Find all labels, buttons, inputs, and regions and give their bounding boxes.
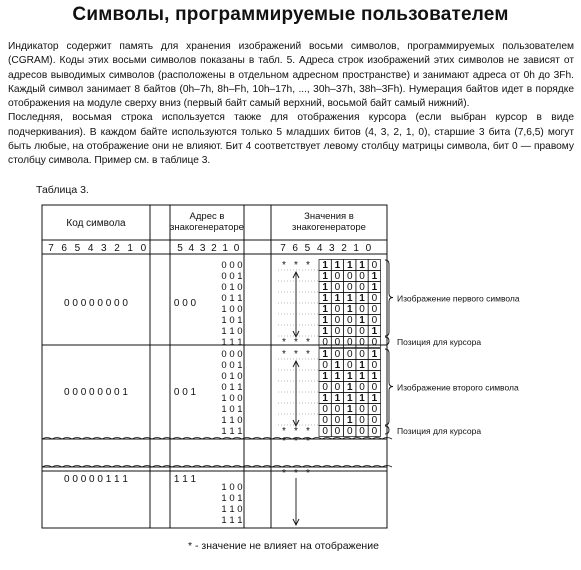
row-address: 0 0 1 xyxy=(221,360,243,371)
bit-value: 0 xyxy=(359,326,365,337)
addr-bit-label: 4 xyxy=(188,243,195,254)
bit-value: 1 xyxy=(346,371,353,382)
bit-value: 1 xyxy=(334,293,341,304)
bit-value: 1 xyxy=(322,271,328,282)
value-bit-label: 2 xyxy=(341,243,347,254)
bit-value: 1 xyxy=(371,349,378,360)
bit-value: 0 xyxy=(371,315,378,326)
row-address: 1 1 0 xyxy=(221,326,243,337)
bit-value: 0 xyxy=(371,360,378,371)
bit-value: 1 xyxy=(359,371,365,382)
bit-value: 0 xyxy=(334,426,341,437)
header-values-label: Значения в xyxy=(304,211,354,222)
row-address: 1 1 0 xyxy=(221,415,243,426)
bit-value: 0 xyxy=(346,426,353,437)
bit-value: 0 xyxy=(346,337,353,348)
star-marker: * xyxy=(294,260,298,271)
annotation-cursor: Позиция для курсора xyxy=(397,426,482,436)
bit-value: 1 xyxy=(346,404,353,415)
bit-value: 0 xyxy=(371,382,378,393)
bit-value: 0 xyxy=(346,349,353,360)
code-bit-label: 7 xyxy=(48,243,54,254)
header-address-label: знакогенераторе xyxy=(170,222,244,233)
address-high-bits: 0 0 0 xyxy=(173,298,197,309)
paragraph: Индикатор содержит память для хранения изображений восьми символов, программируемых пользователем (CGRAM). Коды этих восьми символов показаны в табл. 5. Адреса строк изображений этих символов не зависят от адресов выводимых символов (расположены в отдельном адресном пространстве) и занимают адреса от 0h до 3Fh. Каждый символ занимает 8 байтов (0h–7h, 8h–Fh, 10h–17h, ..., 30h–37h, 38h–3Fh). Нумерация байтов идет в порядке отображения на модуле сверху вниз (первый байт самый верхний, восьмой байт самый нижний). xyxy=(8,41,574,110)
row-address: 1 1 0 xyxy=(221,504,243,515)
bit-value: 1 xyxy=(334,260,341,271)
star-marker: * xyxy=(282,349,286,360)
bit-value: 0 xyxy=(359,304,365,315)
bit-value: 1 xyxy=(334,371,341,382)
row-address: 0 0 0 xyxy=(221,349,243,360)
star-marker: * xyxy=(306,337,310,348)
row-address: 1 0 0 xyxy=(221,482,243,493)
bit-value: 1 xyxy=(322,315,328,326)
star-marker: * xyxy=(306,349,310,360)
bit-value: 0 xyxy=(359,404,365,415)
bit-value: 1 xyxy=(371,271,378,282)
bit-value: 0 xyxy=(322,382,328,393)
star-marker: * xyxy=(282,436,286,447)
bit-value: 0 xyxy=(322,415,328,426)
star-marker: * xyxy=(282,468,286,479)
star-marker: * xyxy=(306,426,310,437)
bit-value: 1 xyxy=(359,293,365,304)
bit-value: 0 xyxy=(334,337,341,348)
bit-value: 0 xyxy=(334,271,341,282)
bit-value: 0 xyxy=(322,337,328,348)
row-address: 0 0 1 xyxy=(221,271,243,282)
row-address: 1 1 1 xyxy=(221,426,243,437)
bit-value: 1 xyxy=(322,282,328,293)
row-address: 0 1 0 xyxy=(221,282,243,293)
value-bit-label: 6 xyxy=(292,243,298,254)
bit-value: 1 xyxy=(322,371,328,382)
addr-bit-label: 0 xyxy=(233,243,240,254)
footnote: * - значение не влияет на отображение xyxy=(188,540,379,552)
bit-value: 1 xyxy=(346,293,353,304)
bit-value: 0 xyxy=(346,271,353,282)
table-caption: Таблица 3. xyxy=(36,184,89,196)
symbol-code: 0 0 0 0 0 1 1 1 xyxy=(64,474,128,485)
bit-value: 1 xyxy=(359,315,365,326)
address-high-bits: 1 1 1 xyxy=(173,474,197,485)
bit-value: 0 xyxy=(371,404,378,415)
code-bit-label: 4 xyxy=(87,243,94,254)
code-bit-label: 3 xyxy=(101,243,107,254)
symbol-code: 0 0 0 0 0 0 0 1 xyxy=(64,387,128,398)
bit-value: 0 xyxy=(371,293,378,304)
value-bit-label: 3 xyxy=(329,243,335,254)
bit-value: 0 xyxy=(359,426,365,437)
code-bit-label: 2 xyxy=(114,243,120,254)
addr-bit-label: 5 xyxy=(177,243,183,254)
address-high-bits: 0 0 1 xyxy=(173,387,197,398)
symbol-code: 0 0 0 0 0 0 0 0 xyxy=(64,298,128,309)
bit-value: 0 xyxy=(359,282,365,293)
value-bit-label: 1 xyxy=(353,243,359,254)
bit-value: 1 xyxy=(334,393,341,404)
bit-value: 0 xyxy=(371,304,378,315)
star-marker: * xyxy=(294,436,298,447)
star-marker: * xyxy=(282,426,286,437)
value-bit-label: 0 xyxy=(365,243,372,254)
bit-value: 0 xyxy=(334,382,341,393)
bit-value: 0 xyxy=(322,360,328,371)
code-bit-label: 6 xyxy=(61,243,67,254)
bit-value: 1 xyxy=(371,371,378,382)
star-marker: * xyxy=(294,349,298,360)
bit-value: 1 xyxy=(346,382,353,393)
bit-value: 1 xyxy=(322,304,328,315)
annotation-symbol: Изображение второго символа xyxy=(397,382,519,393)
bit-value: 0 xyxy=(359,382,365,393)
bit-value: 0 xyxy=(334,315,341,326)
bit-value: 0 xyxy=(322,404,328,415)
row-address: 1 0 1 xyxy=(221,404,243,415)
page-title: Символы, программируемые пользователем xyxy=(72,4,509,25)
bit-value: 1 xyxy=(334,360,341,371)
row-address: 0 1 1 xyxy=(221,293,243,304)
star-marker: * xyxy=(282,337,286,348)
addr-bit-label: 1 xyxy=(222,243,228,254)
row-address: 0 0 0 xyxy=(221,260,243,271)
bit-value: 0 xyxy=(371,260,378,271)
bit-value: 1 xyxy=(346,393,353,404)
bit-value: 0 xyxy=(334,349,341,360)
header-values-label: знакогенераторе xyxy=(292,222,366,233)
bit-value: 1 xyxy=(359,360,365,371)
bit-value: 0 xyxy=(334,404,341,415)
brace xyxy=(385,260,393,336)
row-address: 1 0 0 xyxy=(221,393,243,404)
bit-value: 0 xyxy=(359,349,365,360)
header-code-label: Код символа xyxy=(66,218,126,229)
row-address: 1 1 1 xyxy=(221,515,243,526)
row-address: 1 1 1 xyxy=(221,337,243,348)
bit-value: 1 xyxy=(371,282,378,293)
bit-value: 1 xyxy=(322,349,328,360)
bit-value: 0 xyxy=(371,415,378,426)
value-bit-label: 4 xyxy=(316,243,323,254)
bit-value: 1 xyxy=(371,393,378,404)
bit-value: 0 xyxy=(334,304,341,315)
row-address: 0 1 1 xyxy=(221,382,243,393)
header-address-label: Адрес в xyxy=(189,211,225,222)
bit-value: 0 xyxy=(334,415,341,426)
star-marker: * xyxy=(294,468,298,479)
bit-value: 0 xyxy=(359,271,365,282)
bit-value: 0 xyxy=(346,326,353,337)
bit-value: 0 xyxy=(346,360,353,371)
star-marker: * xyxy=(294,337,298,348)
bit-value: 1 xyxy=(359,260,365,271)
addr-bit-label: 2 xyxy=(211,243,217,254)
star-marker: * xyxy=(306,260,310,271)
code-bit-label: 5 xyxy=(74,243,81,254)
star-marker: * xyxy=(294,426,298,437)
bit-value: 0 xyxy=(359,337,365,348)
value-bit-label: 5 xyxy=(304,243,311,254)
bit-value: 1 xyxy=(322,326,328,337)
paragraph: Последняя, восьмая строка используется также для отображения курсора (если выбран курсор в виде подчеркивания). В каждом байте используются только 5 младших битов (4, 3, 2, 1, 0), старшие 3 бита (7,6,5) могут быть любые, на отображение они не влияют. Бит 4 соответствует левому столбцу матрицы символа, бит 0 — правому столбцу символа. Пример см. в таблице 3. xyxy=(8,112,574,167)
star-marker: * xyxy=(306,436,310,447)
bit-value: 0 xyxy=(334,282,341,293)
star-marker: * xyxy=(282,260,286,271)
annotation-cursor: Позиция для курсора xyxy=(397,337,482,347)
bit-value: 0 xyxy=(371,426,378,437)
bit-value: 1 xyxy=(346,304,353,315)
bit-value: 0 xyxy=(371,337,378,348)
row-address: 1 0 0 xyxy=(221,304,243,315)
code-bit-label: 0 xyxy=(140,243,147,254)
row-address: 0 1 0 xyxy=(221,371,243,382)
bit-value: 1 xyxy=(322,260,328,271)
bit-value: 0 xyxy=(334,326,341,337)
bit-value: 0 xyxy=(359,415,365,426)
star-marker: * xyxy=(306,468,310,479)
bit-value: 0 xyxy=(322,426,328,437)
bit-value: 1 xyxy=(371,326,378,337)
bit-value: 1 xyxy=(346,260,353,271)
bit-value: 1 xyxy=(322,293,328,304)
annotation-symbol: Изображение первого символа xyxy=(397,293,520,304)
code-bit-label: 1 xyxy=(127,243,133,254)
row-address: 1 0 1 xyxy=(221,493,243,504)
bit-value: 1 xyxy=(346,415,353,426)
value-bit-label: 7 xyxy=(280,243,286,254)
bit-value: 0 xyxy=(346,315,353,326)
addr-bit-label: 3 xyxy=(199,243,206,254)
row-address: 1 0 1 xyxy=(221,315,243,326)
bit-value: 0 xyxy=(346,282,353,293)
bit-value: 1 xyxy=(359,393,365,404)
bit-value: 1 xyxy=(322,393,328,404)
brace xyxy=(385,349,393,425)
